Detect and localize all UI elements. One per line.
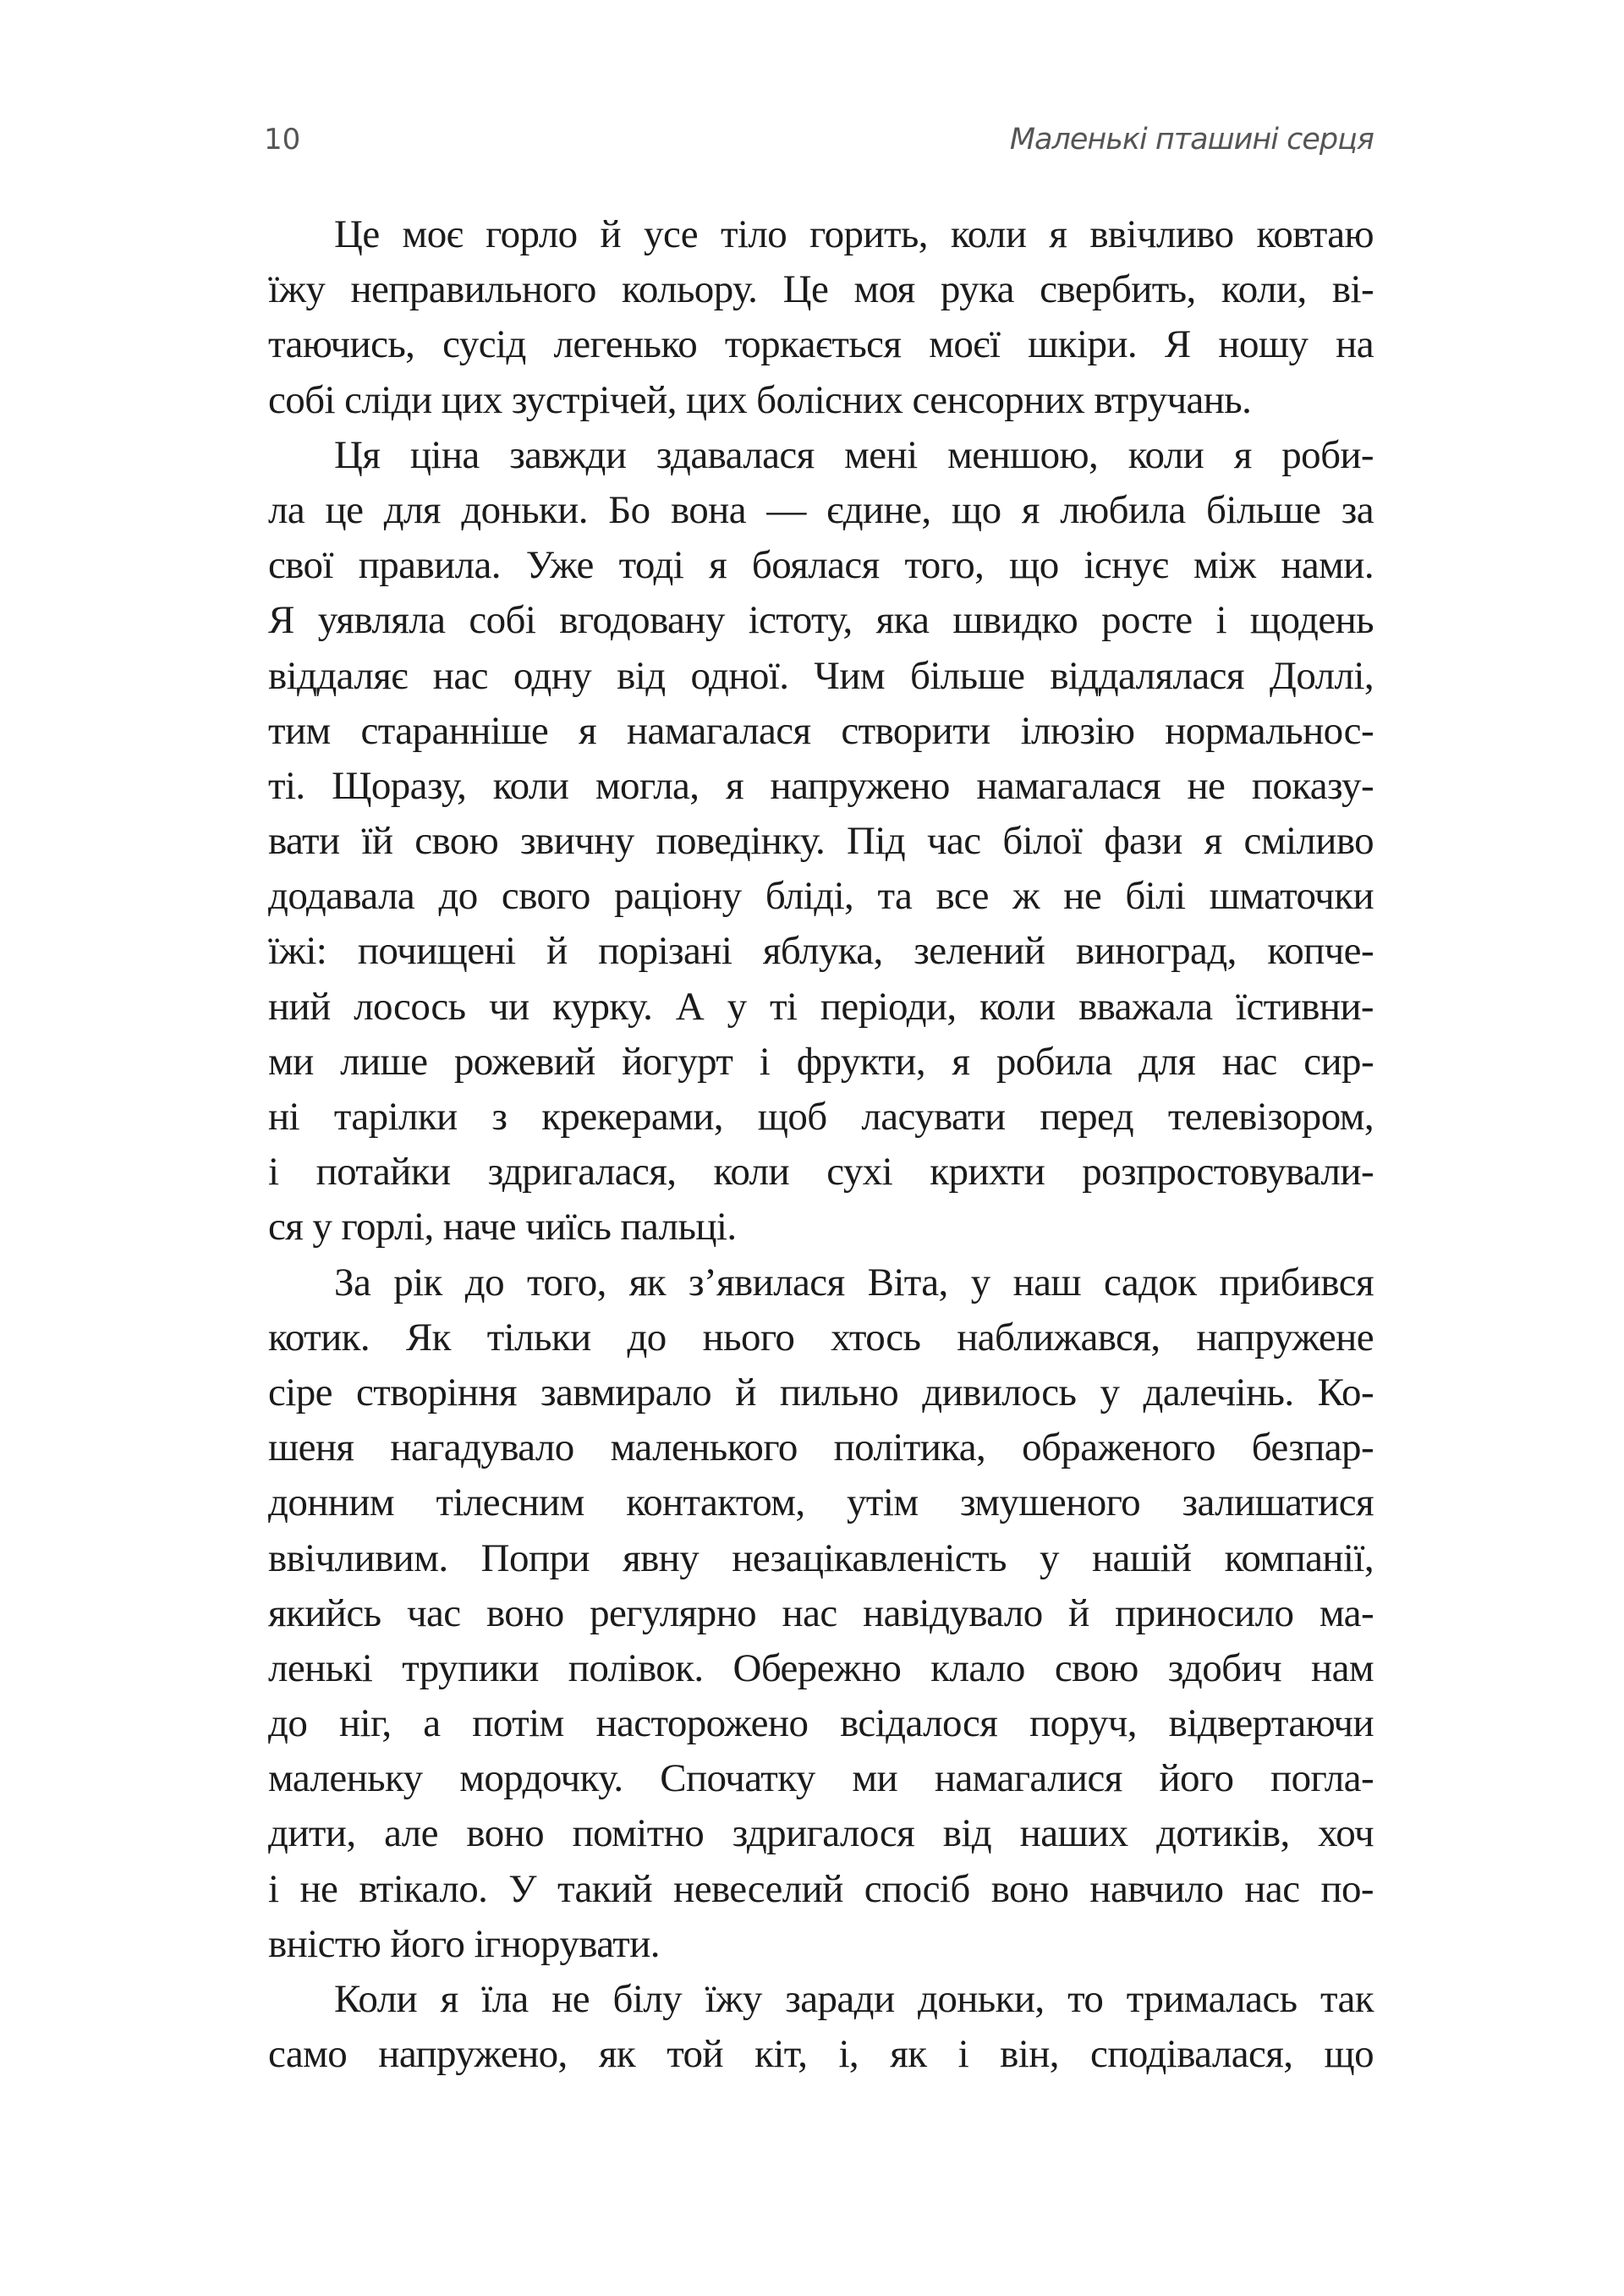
text-line: котик. Як тільки до нього хтось наближався, напружене xyxy=(268,1315,1374,1359)
page-body xyxy=(268,207,1374,2082)
text-line: якийсь час воно регулярно нас навідувало й приносило ма- xyxy=(268,1590,1374,1635)
running-header xyxy=(264,118,1374,161)
text-line: ввічливим. Попри явну незацікавленість у нашій компанії, xyxy=(268,1535,1374,1580)
text-line: таючись, сусід легенько торкається моєї шкіри. Я ношу на xyxy=(268,322,1374,367)
text-line: їжу неправильного кольору. Це моя рука свербить, коли, ві- xyxy=(268,267,1374,312)
paragraph xyxy=(268,1972,1374,2082)
text-line: шеня нагадувало маленького політика, ображеного безпар- xyxy=(268,1425,1374,1470)
running-title: Маленькі пташині серця xyxy=(1009,123,1374,157)
text-line: ся у горлі, наче чиїсь пальці. xyxy=(268,1205,737,1250)
text-line: тим старанніше я намагалася створити ілюзію нормальнос- xyxy=(268,708,1374,753)
text-line: ні тарілки з крекерами, щоб ласувати перед телевізором, xyxy=(268,1095,1374,1139)
text-line: вати їй свою звичну поведінку. Під час білої фази я сміливо xyxy=(268,819,1374,864)
page-number: 10 xyxy=(264,123,301,157)
text-line: додавала до свого раціону бліді, та все ж не білі шматочки xyxy=(268,874,1374,919)
text-line: Ця ціна завжди здавалася мені меншою, коли я роби- xyxy=(334,432,1374,477)
text-line: ми лише рожевий йогурт і фрукти, я робила для нас сир- xyxy=(268,1039,1374,1084)
paragraph xyxy=(268,1255,1374,1972)
text-line: Коли я їла не білу їжу заради доньки, то трималась так xyxy=(334,1977,1374,2021)
text-line: За рік до того, як з’явилася Віта, у наш садок прибився xyxy=(334,1260,1374,1305)
text-line: ний лосось чи курку. А у ті періоди, коли вважала їстивни- xyxy=(268,984,1374,1029)
text-line: само напружено, як той кіт, і, як і він, сподівалася, що xyxy=(268,2032,1374,2077)
text-line: Це моє горло й усе тіло горить, коли я ввічливо ковтаю xyxy=(334,212,1374,256)
text-line: дити, але воно помітно здригалося від наших дотиків, хоч xyxy=(268,1811,1374,1856)
text-line: собі сліди цих зустрічей, цих болісних сенсорних втручань. xyxy=(268,377,1252,422)
text-line: свої правила. Уже тоді я боялася того, що існує між нами. xyxy=(268,543,1374,588)
text-line: ті. Щоразу, коли могла, я напружено намагалася не показу- xyxy=(268,763,1374,808)
text-line: і не втікало. У такий невеселий спосіб воно навчило нас по- xyxy=(268,1866,1374,1911)
text-line: до ніг, а потім насторожено всідалося поруч, відвертаючи xyxy=(268,1701,1374,1746)
text-line: маленьку мордочку. Спочатку ми намагалися його погла- xyxy=(268,1756,1374,1801)
text-line: віддаляє нас одну від одної. Чим більше віддалялася Доллі, xyxy=(268,653,1374,698)
paragraph xyxy=(268,207,1374,428)
text-line: донним тілесним контактом, утім змушеного залишатися xyxy=(268,1480,1374,1525)
paragraph xyxy=(268,428,1374,1255)
text-line: Я уявляла собі вгодовану істоту, яка швидко росте і щодень xyxy=(268,598,1374,643)
text-line: і потайки здригалася, коли сухі крихти розпростовували- xyxy=(268,1150,1374,1195)
text-line: ленькі трупики полівок. Обережно клало свою здобич нам xyxy=(268,1645,1374,1690)
text-line: вністю його ігнорувати. xyxy=(268,1921,660,1966)
text-line: їжі: почищені й порізані яблука, зелений виноград, копче- xyxy=(268,929,1374,974)
text-line: ла це для доньки. Бо вона — єдине, що я любила більше за xyxy=(268,487,1374,532)
text-line: сіре створіння завмирало й пильно дивилось у далечінь. Ко- xyxy=(268,1370,1374,1414)
